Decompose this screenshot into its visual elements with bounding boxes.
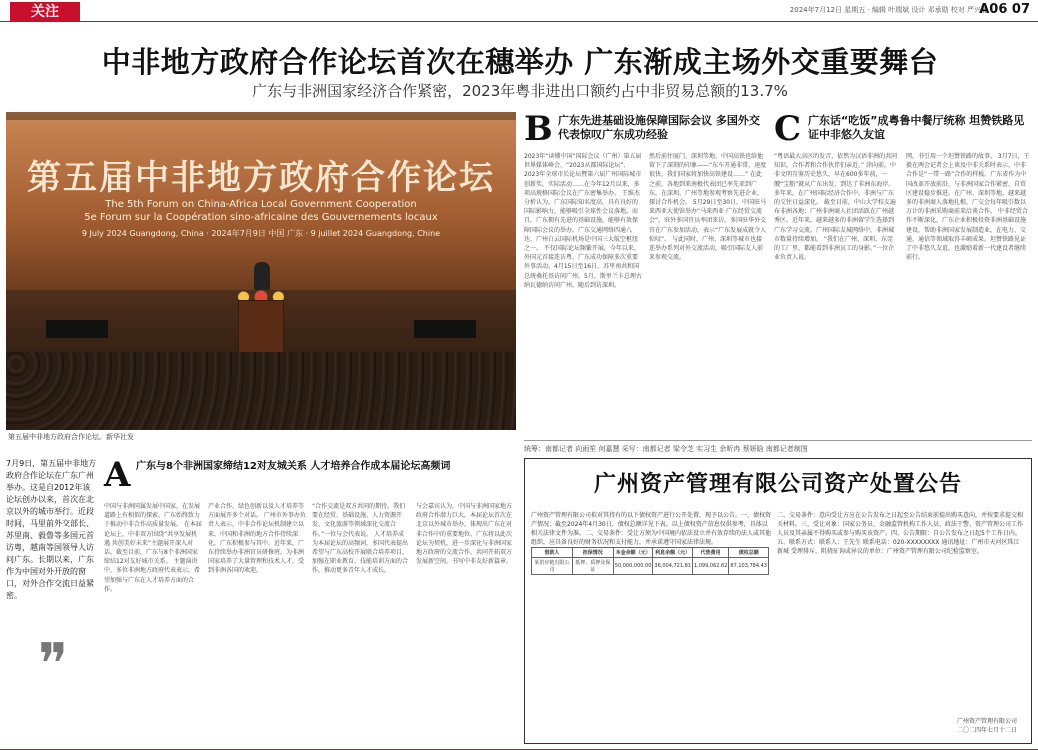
forum-photo — [6, 112, 516, 430]
article-a-col-4: 与会嘉宾认为，中国与非洲国家地方政府合作潜力巨大。本届论坛首次在北京以外城市举办，体现出广东在对非合作中的重要地位。广东将以此次论坛为契机，进一步深化与非洲国家地方政府的交流合作，共同开拓双方发展新空间，书写中非友好新篇章。 — [416, 503, 513, 566]
article-a-col-3: “合作交流是双方共同的期待。我们要在经贸、基础设施、人力资源开发、文化旅游等领域深化交流合作。”一位与会代表说。 人才培养成为本届论坛的高频词，多国代表提出希望与广东高校开展联合培养项目，加强在职业教育、技能培训方面的合作，推动更多青年人才成长。 — [312, 503, 409, 575]
notice-title: 广州资产管理有限公司资产处置公告 — [593, 471, 962, 497]
article-c-letter: C — [774, 109, 802, 149]
article-a-col-1: 中国与非洲同属发展中国家，在发展道路上有相似的探索，广东始终致力于推动中非合作高质量发展。 在本届论坛上，中非双方围绕“共享发展机遇 共创美好未来”主题展开深入对话。截至目前，广东与8个非洲国家缔结12对友好城市关系。 主题演讲中，多位非洲地方政府代表表示，希望加强与广东在人才培养方面的合作。 — [104, 503, 202, 593]
quote-mark-icon: ❞ — [38, 632, 69, 697]
table-header-cell: 利息余额（元） — [653, 548, 693, 558]
table-cell: 1,099,062.62 — [692, 558, 728, 575]
notice-signature — [957, 717, 1017, 735]
asset-disposal-notice — [524, 458, 1032, 744]
article-b-title: 广东先进基础设施保障国际会议 多国外交代表惊叹广东成功经验 — [558, 114, 760, 141]
stage-screen-right — [414, 320, 476, 338]
page-number: A06 07 — [979, 2, 1030, 17]
table-cell: 抵押、质押及保证 — [572, 558, 613, 575]
article-c — [774, 109, 1032, 442]
article-b-col-2: 然后前往厦门、深圳等地，中国高铁也给他留下了深刻的印象——“东车开通非常，速度很快，我们国家将加快高铁建设……” 在此之前，各地到来南极代表团已率先来到广东，在深圳、广州等地参观考察先进企业，探讨合作机会。 5月29日至30日，中国驻马来西亚大使馆举办“马来西亚·广东经贸交流会”，驻外多国官员率团来访。多国驻华外交官在广东参加活动，表示“广东发展成就令人惊叹”。 与此同时，广州、深圳等城市也接连举办系列对外交流活动，吸引国际友人前来参观交流。 — [649, 153, 767, 262]
banner-en-line-1: The 5th Forum on China-Africa Local Government Cooperation — [105, 199, 417, 210]
table-header-cell: 担保情况 — [572, 548, 613, 558]
top-bar — [0, 0, 1038, 22]
table-cell: 36,004,721.81 — [653, 558, 693, 575]
article-b — [524, 109, 769, 442]
article-c-col-2: 网，书引用一个坦赞铁路的故事。 3月7日，王毅在两会记者会上谈及中非关系时表示，中非合作是“一带一路”合作的样板。广东省作为中国改革开放前沿，与非洲国家合作紧密，自贸区建设稳步推进。在广州、深圳等地，越来越多的非洲商人落地扎根，广交会每年吸引数以万计的非洲采购商前来洽谈合作。 中非经贸合作不断深化，广东企业积极投资非洲基础设施建设，帮助非洲国家发展制造业，在电力、交通、通信等领域取得丰硕成果。坦赞铁路见证了中非悠久友谊，也激励着新一代建设者继续前行。 — [906, 153, 1030, 262]
notice-sign-company: 广州资产管理有限公司 — [956, 718, 1017, 725]
table-cell: 87,103,784.43 — [729, 558, 769, 575]
banner-date: 9 July 2024 Guangdong, China · 2024年7月9日 中国 广东 · 9 juillet 2024 Guangdong, Chine — [81, 229, 441, 238]
issue-meta: 2024年7月12日 星期五 · 编辑 叶瑞斌 设计 邓承勋 校对 严兴胜 — [789, 6, 988, 14]
article-c-col-1: “粤语最大高区的发音，依然为汉语非洲的共同知识，合作者和合作伙伴们亲近。” 涂向前，中非文明互鉴历史悠久，早在600多年前，一艘“宝船”就从广东出发，到达了非洲东海岸。多年来，在广州国际经济合作中，非洲与广东的交往日益深化。 截至目前，中山大学校友遍布非洲各地；广州非洲商人社团活跃在广州越秀区。近年来，越来越多的非洲留学生选择到广东学习交流。广州国际友城网络中，非洲城市数量持续增加。 “我们在广州、深圳、东莞的工厂里，都能看到非洲员工的身影。”一位企业负责人说。 — [774, 153, 898, 262]
table-header-cell: 债权总额 — [729, 548, 769, 558]
table-header-cell: 借款人 — [532, 548, 573, 558]
page-headline: 中非地方政府合作论坛首次在穗举办 广东渐成主场外交重要舞台 — [101, 45, 939, 79]
debt-table-header — [532, 548, 769, 558]
lead-sidebar: 7月9日，第五届中非地方政府合作论坛在广东广州举办。这是自2012年该论坛创办以来，首次在北京以外的城市举行。近段时间，马里前外交部长、苏里南、毅鲁等多国元首访粤，越南等国领导人访问广东。长期以来，广东作为中国对外开放的窗口，对外合作交流日益紧密。 — [6, 459, 97, 600]
banner-english — [16, 198, 506, 224]
article-b-col-1: 2023年“读懂中国”国际会议（广州）第五届世界媒体峰会、“2023从都国际论坛”、2023年全球市长论坛暨第六届广州国际城市创新奖、实际活动……在今年12月以来，多项高规格国际会议在广东密集举办。 王维杰分析认为，广东国际知名度高，具有良好的国际影响力，能够吸引全球性会议落地。而且，广东拥有先进的基础设施，能够有效保障国际会议的举办。广东交通网络四通八达、广州白云国际机场是中国三大航空枢纽之一。 不仅国际论坛频繁开展，今年以来，外国元首接连访粤，广东成功保障多次重要外事活动。4月15日至16日，苏里南共和国总统桑托基访问广州。5月，斯里兰卡总理古纳瓦德纳访问广州，随后到访深圳。 — [524, 153, 642, 289]
page-subhead: 广东与非洲国家经济合作紧密，2023年粤非进出口额约占中非贸易总额的13.7% — [252, 82, 788, 100]
article-b-letter: B — [524, 109, 553, 149]
table-header-cell: 代垫费用 — [692, 548, 728, 558]
credit-line: 统筹：南都记者 向雨笙 何嘉慧 采写：南都记者 梁令芝 实习生 余昕冉 蔡妍晗 南都记者制图 — [524, 440, 1032, 454]
banner-title: 第五届中非地方政府合作论坛 — [27, 158, 495, 198]
section-tag: 关注 — [10, 2, 80, 22]
table-cell: 某供应链有限公司 — [532, 558, 573, 575]
article-a — [104, 455, 519, 748]
article-c-title: 广东话“吃饭”成粤鲁中餐厅统称 坦赞铁路见证中非悠久友谊 — [808, 114, 1025, 141]
debt-table — [531, 547, 769, 575]
notice-body-right: 二、交易条件：意向受让方应在公告发布之日起至公告结束前提出购买意向，并按要求提交相关材料。三、受让对象：国家公务员、金融监管机构工作人员、政法干警、资产管理公司工作人员及其亲属不得购买或参与购买该资产。四、公告期限：自公告发布之日起5个工作日内。五、联系方式：联系人：王先生 联系电话：020-XXXXXXXX 通讯地址：广州市天河区珠江新城 受理排斥、阻挠征询或异议的单位：广州资产管理有限公司纪检监察室。 — [777, 512, 1024, 555]
table-row — [532, 558, 769, 575]
banner-en-line-2: 5e Forum sur la Coopération sino-africaine des Gouvernements locaux — [84, 212, 438, 223]
speaker-figure — [254, 262, 270, 290]
notice-sign-date: 二〇二四年七月十二日 — [956, 727, 1017, 734]
photo-caption: 第五届中非地方政府合作论坛。新华社发 — [8, 433, 134, 441]
table-cell: 50,000,000.00 — [613, 558, 653, 575]
article-a-title: 广东与8个非洲国家缔结12对友城关系 人才培养合作成本届论坛高频词 — [136, 461, 451, 472]
notice-body-left: 广州资产管理有限公司拟对其持有的以下债权资产进行公开处置，现予以公告。一、债权资产情况：截至2024年4月30日，债权总额详见下表。以上债权资产信息仅供参考，具体以相关法律文件为准。二、交易条件：受让方须为中国境内依法设立并有效存续的法人或其他组织，应具备良好的财务状况和支付能力，并承诺遵守国家法律法规。 — [531, 512, 771, 545]
article-a-letter: A — [104, 455, 131, 495]
audience — [6, 352, 516, 430]
stage-screen-left — [46, 320, 108, 338]
table-header-cell: 本金余额（元） — [613, 548, 653, 558]
article-a-col-2: 产业合作，绿色创新以及人才培养等方面展开多个对话。 广州市外事办负责人表示，中非合作论坛机制建立以来，中国和非洲的地方合作持续深化，广东积极参与其中。近年来，广东持续举办非洲官员研修班，为非洲国家培养了大量管理和技术人才，受到非洲各国的欢迎。 — [208, 503, 306, 575]
